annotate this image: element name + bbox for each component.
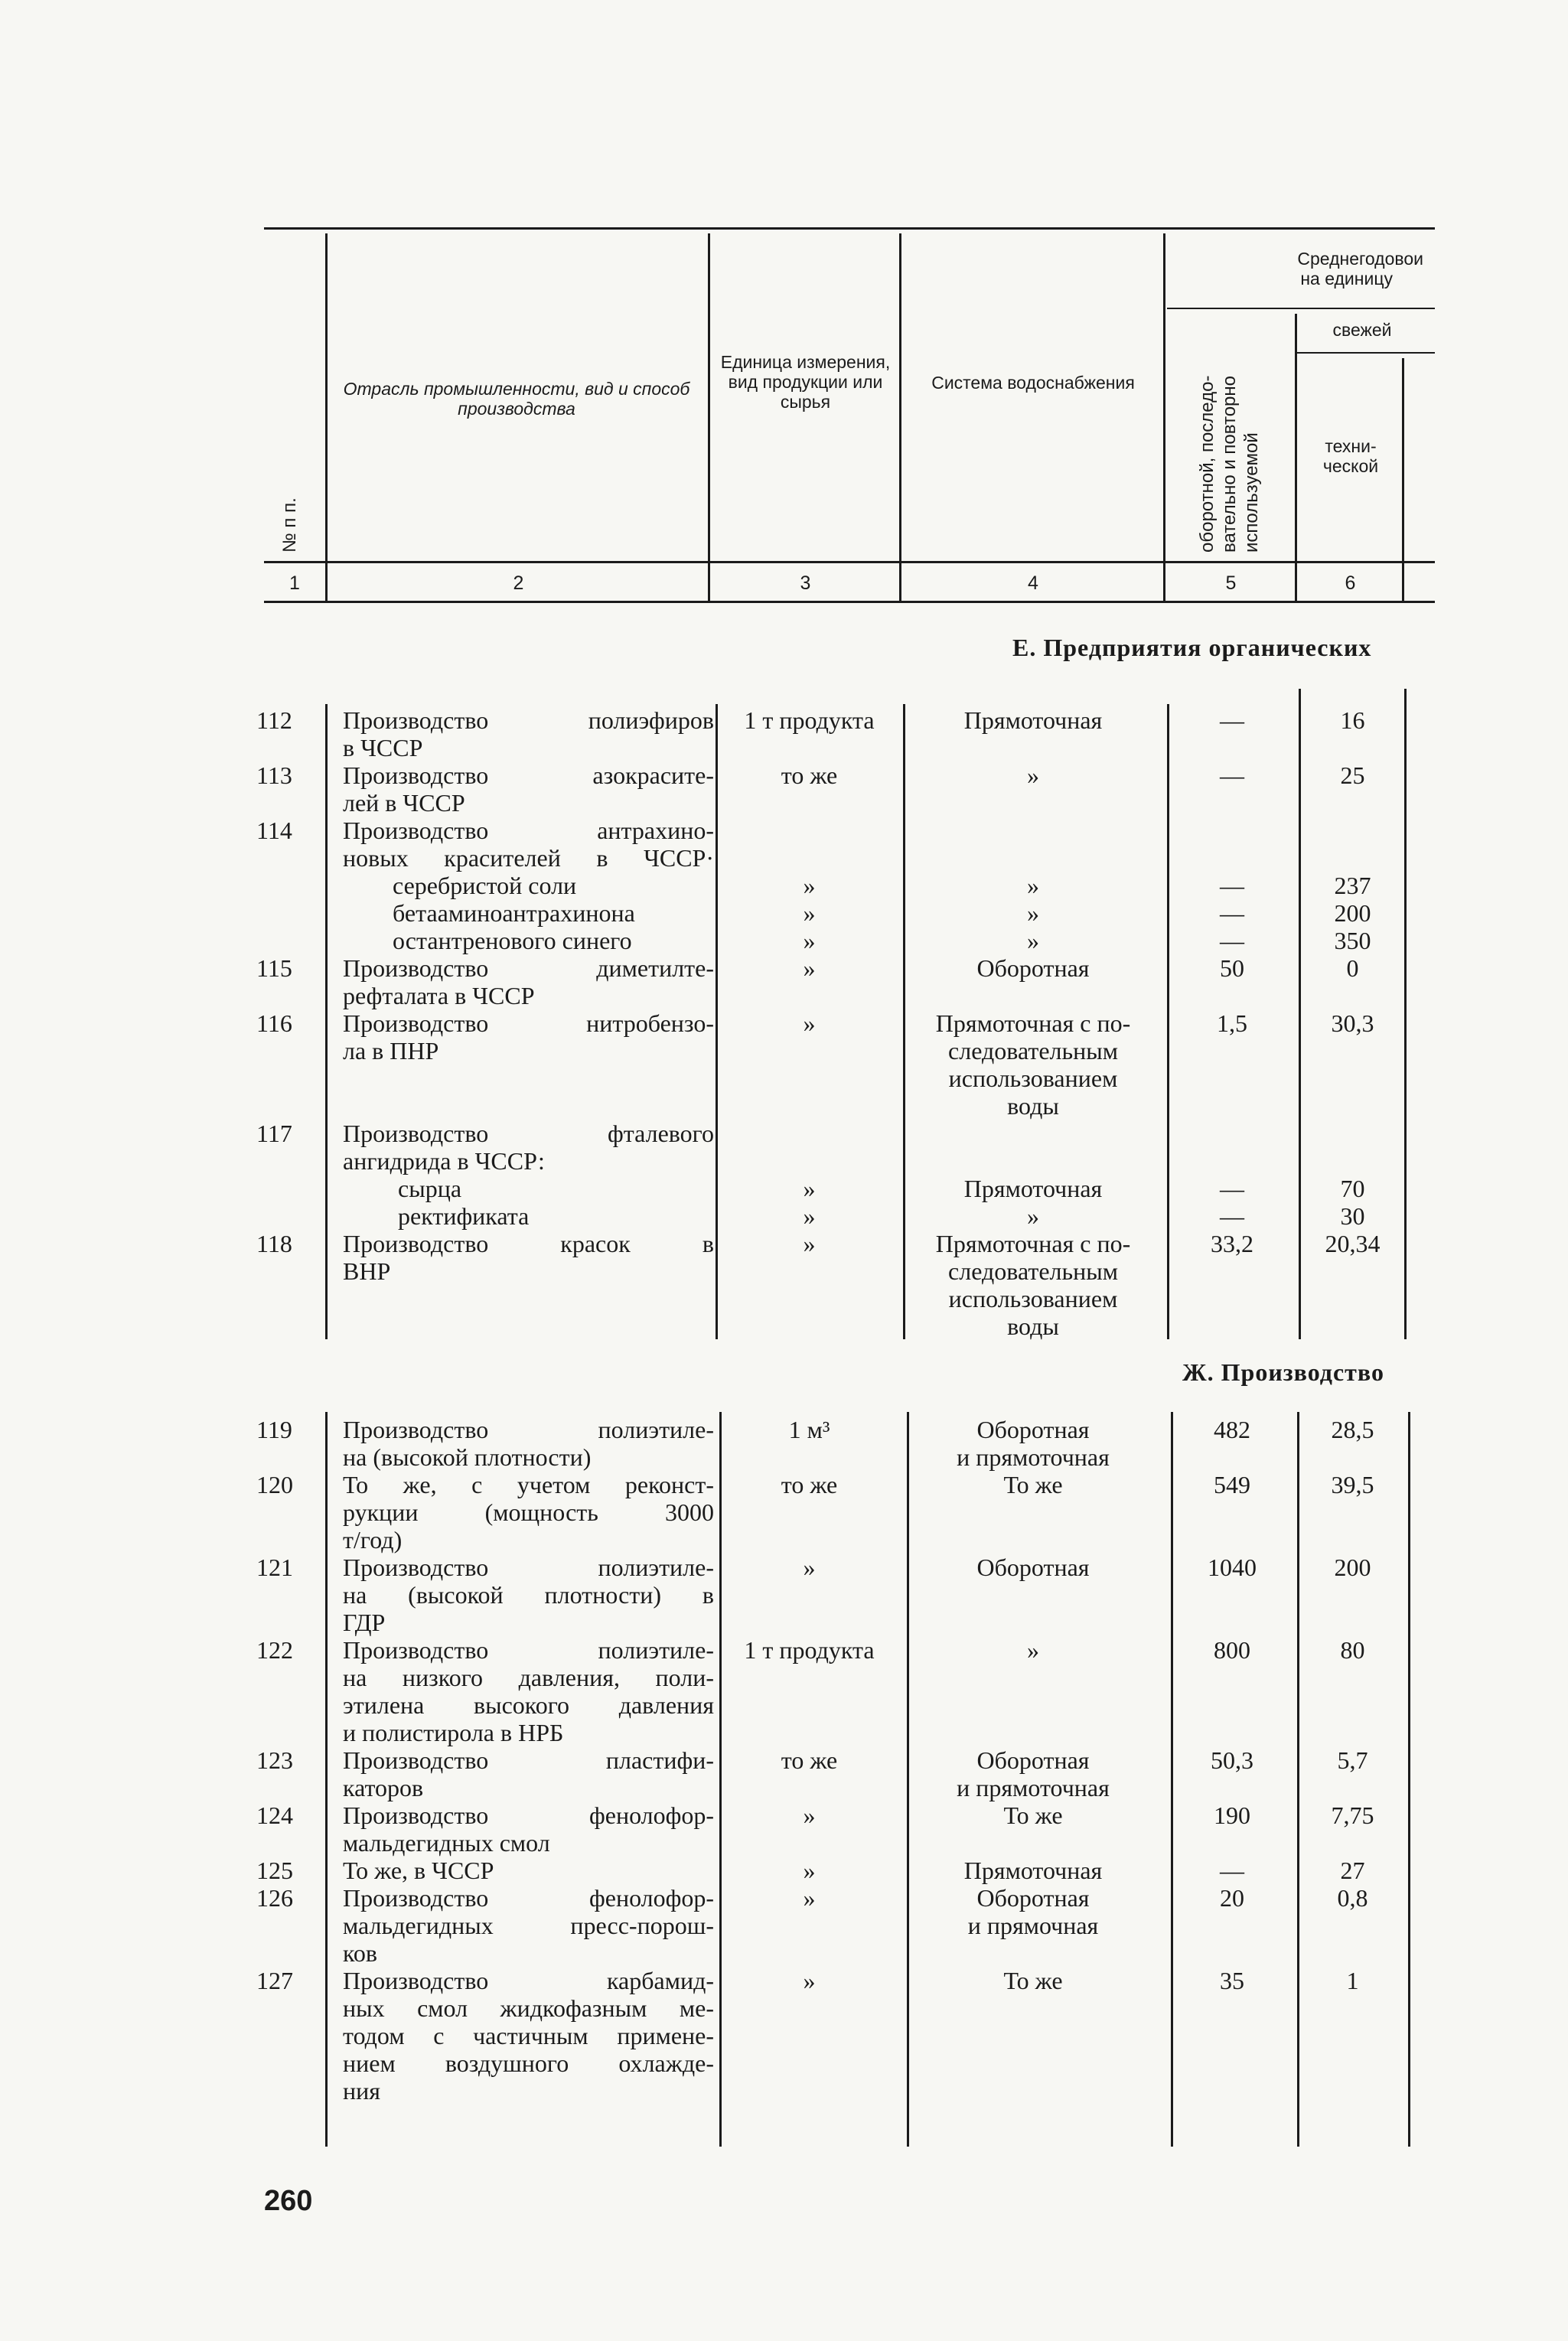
col5-header-line3: используемой bbox=[1241, 432, 1262, 553]
row-value-5: — bbox=[1220, 706, 1244, 734]
row-name: То же, с учетом реконст- рукции (мощность 3000 т/год) bbox=[343, 1471, 714, 1554]
row-value-6: 30 bbox=[1340, 1202, 1365, 1230]
row-value-6: 39,5 bbox=[1331, 1471, 1374, 1498]
col3-header: Единица измерения, вид продукции или сырья bbox=[720, 352, 891, 412]
header-group-rule bbox=[1167, 308, 1435, 309]
row-value-5: — bbox=[1220, 761, 1244, 789]
row-value-6: 16 bbox=[1340, 706, 1365, 734]
row-system: Прямоточная bbox=[963, 1857, 1103, 1884]
section-title-e: Е. Предприятия органических bbox=[1012, 634, 1372, 661]
header-vline-5 bbox=[1295, 314, 1297, 601]
row-name: Производство фталевого ангидрида в ЧССР: bbox=[343, 1120, 714, 1175]
body-e-vline-6 bbox=[1404, 689, 1407, 1339]
row-system: » bbox=[1027, 761, 1039, 789]
row-unit: » bbox=[803, 899, 816, 927]
row-system: Оборотная bbox=[976, 954, 1090, 982]
row-system: » bbox=[1027, 899, 1039, 927]
row-value-5: 50 bbox=[1220, 954, 1244, 982]
row-number: 123 bbox=[256, 1746, 293, 1774]
row-system: То же bbox=[1003, 1967, 1063, 1994]
header-colnum-rule bbox=[264, 561, 1435, 563]
body-zh-vline-6 bbox=[1408, 1412, 1410, 2147]
row-name: Производство карбамид- ных смол жидкофазным ме- тодом с частичным примене- нием воздушного охлажде- ния bbox=[343, 1967, 714, 2105]
row-name: Производство диметилте- рефталата в ЧССР bbox=[343, 954, 714, 1009]
row-unit: » bbox=[803, 1202, 816, 1230]
row-unit: 1 т продукта bbox=[744, 1636, 875, 1664]
header-vline-1 bbox=[325, 233, 328, 601]
row-name: Производство полиэтиле- на (высокой плотности) в ГДР bbox=[343, 1554, 714, 1636]
row-value-5: — bbox=[1220, 927, 1244, 954]
row-system: » bbox=[1027, 1202, 1039, 1230]
row-value-5: 50,3 bbox=[1211, 1746, 1253, 1774]
colnum-2: 2 bbox=[513, 572, 524, 594]
row-value-5: — bbox=[1220, 1175, 1244, 1202]
row-number: 122 bbox=[256, 1636, 293, 1664]
body-zh-vline-4 bbox=[1171, 1412, 1173, 2147]
row-number: 120 bbox=[256, 1471, 293, 1498]
row-subitem: сырца bbox=[398, 1175, 462, 1202]
row-value-6: 237 bbox=[1334, 872, 1371, 899]
row-name: Производство полиэфиров в ЧССР bbox=[343, 706, 714, 761]
row-number: 125 bbox=[256, 1857, 293, 1884]
row-name: Производство красок в ВНР bbox=[343, 1230, 714, 1285]
row-value-6: 28,5 bbox=[1331, 1416, 1374, 1443]
col6-header: техни- ческой bbox=[1322, 436, 1379, 476]
row-number: 119 bbox=[256, 1416, 292, 1443]
row-number: 124 bbox=[256, 1801, 293, 1829]
row-system: Прямоточная bbox=[963, 1175, 1103, 1202]
row-name: Производство фенолофор- мальдегидных пресс-порош- ков bbox=[343, 1884, 714, 1967]
row-number: 114 bbox=[256, 817, 292, 844]
row-number: 117 bbox=[256, 1120, 292, 1147]
header-vline-6 bbox=[1402, 358, 1404, 601]
row-system: Оборотная и прямоточная bbox=[957, 1416, 1110, 1471]
header-top-rule bbox=[264, 227, 1435, 230]
row-name: Производство антрахино- новых красителей в ЧССР· bbox=[343, 817, 714, 872]
row-system: Прямоточная bbox=[963, 706, 1103, 734]
row-value-5: 33,2 bbox=[1211, 1230, 1253, 1257]
row-number: 112 bbox=[256, 706, 292, 734]
row-value-5: 190 bbox=[1214, 1801, 1250, 1829]
row-value-6: 200 bbox=[1334, 1554, 1371, 1581]
row-name: Производство нитробензо- ла в ПНР bbox=[343, 1009, 714, 1065]
row-value-5: — bbox=[1220, 899, 1244, 927]
row-number: 126 bbox=[256, 1884, 293, 1912]
row-number: 121 bbox=[256, 1554, 293, 1581]
body-e-vline-1 bbox=[325, 704, 328, 1339]
group-header: Среднегодовои на единицу bbox=[1297, 249, 1423, 289]
row-name: Производство фенолофор- мальдегидных смол bbox=[343, 1801, 714, 1857]
header-vline-2 bbox=[708, 233, 710, 601]
row-subitem: серебристой соли bbox=[393, 872, 577, 899]
row-value-6: 350 bbox=[1334, 927, 1371, 954]
row-name: Производство полиэтиле- на (высокой плотности) bbox=[343, 1416, 714, 1471]
row-name: Производство азокрасите- лей в ЧССР bbox=[343, 761, 714, 817]
row-unit: 1 м³ bbox=[788, 1416, 830, 1443]
col4-header: Система водоснабжения bbox=[931, 373, 1135, 393]
row-value-5: 20 bbox=[1220, 1884, 1244, 1912]
row-value-5: — bbox=[1220, 1857, 1244, 1884]
row-value-5: — bbox=[1220, 1202, 1244, 1230]
colnum-3: 3 bbox=[800, 572, 811, 594]
row-unit: » bbox=[803, 927, 816, 954]
row-value-6: 1 bbox=[1346, 1967, 1359, 1994]
row-value-6: 0 bbox=[1346, 954, 1359, 982]
header-vline-3 bbox=[899, 233, 901, 601]
row-value-5: 1040 bbox=[1208, 1554, 1257, 1581]
header-vline-4 bbox=[1163, 233, 1165, 601]
row-unit: » bbox=[803, 1857, 816, 1884]
row-name: Производство пластифи- каторов bbox=[343, 1746, 714, 1801]
row-value-5: 549 bbox=[1214, 1471, 1250, 1498]
row-value-5: — bbox=[1220, 872, 1244, 899]
row-value-6: 20,34 bbox=[1325, 1230, 1381, 1257]
row-system: Оборотная и прямоточная bbox=[957, 1746, 1110, 1801]
row-number: 118 bbox=[256, 1230, 292, 1257]
row-system: То же bbox=[1003, 1801, 1063, 1829]
row-value-6: 80 bbox=[1340, 1636, 1365, 1664]
col-num-header: № п п. bbox=[279, 497, 300, 553]
row-unit: » bbox=[803, 1801, 816, 1829]
colnum-1: 1 bbox=[289, 572, 300, 594]
row-value-5: 482 bbox=[1214, 1416, 1250, 1443]
row-system: Прямоточная с по- следовательным использованием воды bbox=[935, 1009, 1131, 1120]
row-unit: то же bbox=[781, 1746, 838, 1774]
row-unit: » bbox=[803, 1554, 816, 1581]
row-unit: 1 т продукта bbox=[744, 706, 875, 734]
row-system: То же bbox=[1003, 1471, 1063, 1498]
body-zh-vline-1 bbox=[325, 1412, 328, 2147]
col2-header: Отрасль промышленности, вид и способ производства bbox=[343, 379, 690, 419]
row-unit: » bbox=[803, 1967, 816, 1994]
body-e-vline-2 bbox=[716, 704, 718, 1339]
row-value-6: 27 bbox=[1340, 1857, 1365, 1884]
row-unit: то же bbox=[781, 761, 838, 789]
row-unit: то же bbox=[781, 1471, 838, 1498]
colnum-5: 5 bbox=[1225, 572, 1237, 594]
row-number: 116 bbox=[256, 1009, 292, 1037]
row-number: 115 bbox=[256, 954, 292, 982]
row-value-6: 0,8 bbox=[1337, 1884, 1368, 1912]
row-system: » bbox=[1027, 927, 1039, 954]
row-value-5: 35 bbox=[1220, 1967, 1244, 1994]
row-value-5: 1,5 bbox=[1217, 1009, 1247, 1037]
row-value-6: 25 bbox=[1340, 761, 1365, 789]
row-unit: » bbox=[803, 1884, 816, 1912]
row-unit: » bbox=[803, 1230, 816, 1257]
row-name: То же, в ЧССР bbox=[343, 1857, 494, 1884]
row-system: Оборотная bbox=[976, 1554, 1090, 1581]
row-unit: » bbox=[803, 954, 816, 982]
row-value-6: 5,7 bbox=[1337, 1746, 1368, 1774]
row-subitem: ректификата bbox=[398, 1202, 530, 1230]
body-zh-vline-5 bbox=[1297, 1412, 1299, 2147]
row-system: Прямоточная с по- следовательным использованием воды bbox=[935, 1230, 1131, 1340]
body-e-vline-3 bbox=[903, 704, 905, 1339]
header-subgroup-rule bbox=[1297, 352, 1435, 354]
col5-header-line1: оборотной, последо- bbox=[1197, 375, 1218, 553]
row-value-6: 30,3 bbox=[1331, 1009, 1374, 1037]
col6-group-header: свежей bbox=[1332, 320, 1392, 340]
row-value-5: 800 bbox=[1214, 1636, 1250, 1664]
page-number: 260 bbox=[264, 2185, 313, 2217]
colnum-6: 6 bbox=[1345, 572, 1356, 594]
row-value-6: 200 bbox=[1334, 899, 1371, 927]
row-subitem: бетааминоантрахинона bbox=[393, 899, 635, 927]
header-bottom-rule bbox=[264, 601, 1435, 603]
row-number: 127 bbox=[256, 1967, 293, 1994]
section-title-zh: Ж. Производство bbox=[1182, 1358, 1384, 1386]
row-name: Производство полиэтиле- на низкого давления, поли- этилена высокого давления и полистирола в НРБ bbox=[343, 1636, 714, 1746]
colnum-4: 4 bbox=[1028, 572, 1038, 594]
body-e-vline-4 bbox=[1167, 704, 1169, 1339]
row-number: 113 bbox=[256, 761, 292, 789]
row-unit: » bbox=[803, 1175, 816, 1202]
row-unit: » bbox=[803, 1009, 816, 1037]
row-system: Оборотная и прямочная bbox=[967, 1884, 1099, 1939]
row-unit: » bbox=[803, 872, 816, 899]
col5-header-line2: вательно и повторно bbox=[1219, 375, 1240, 553]
body-zh-vline-2 bbox=[719, 1412, 722, 2147]
row-subitem: остантренового синего bbox=[393, 927, 632, 954]
row-value-6: 7,75 bbox=[1331, 1801, 1374, 1829]
row-system: » bbox=[1027, 872, 1039, 899]
row-value-6: 70 bbox=[1340, 1175, 1365, 1202]
row-system: » bbox=[1027, 1636, 1039, 1664]
